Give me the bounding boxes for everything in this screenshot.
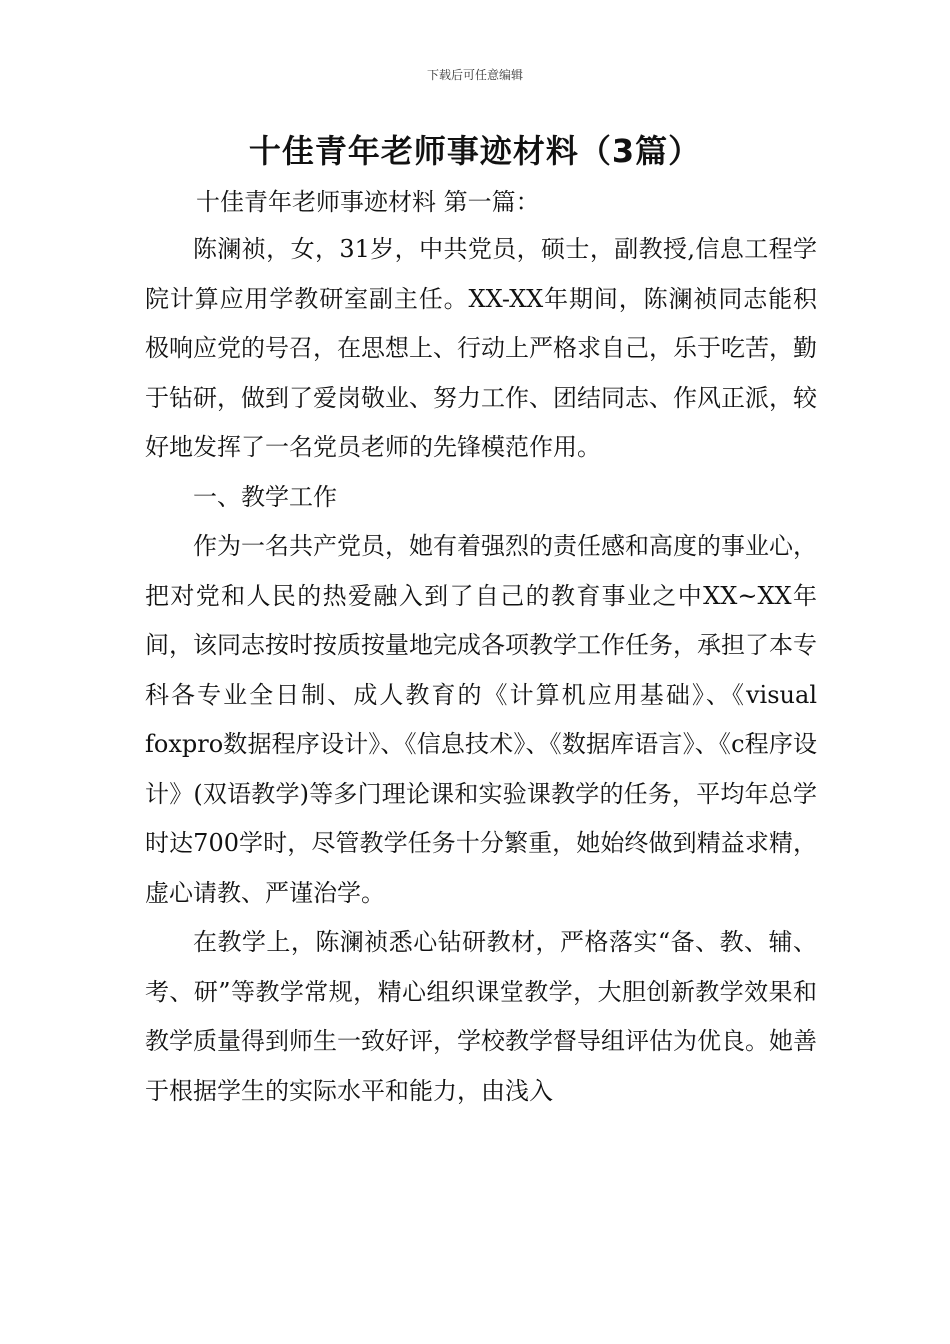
section-heading-teaching: 一、教学工作	[193, 482, 337, 511]
document-title: 十佳青年老师事迹材料（3篇）	[248, 132, 702, 170]
document-body	[145, 225, 817, 1116]
header-note: 下载后可任意编辑	[426, 68, 523, 82]
section-subtitle: 十佳青年老师事迹材料 第一篇：	[196, 188, 540, 216]
paragraph-teaching-methods: 在教学上，陈澜祯悉心钻研教材，严格落实“备、教、辅、考、研”等教学常规，精心组织课堂教学，大胆创新教学效果和教学质量得到师生一致好评，学校教学督导组评估为优良。她善于根据学生的实际水平和能力，由浅入	[145, 928, 817, 1105]
paragraph-teaching-duties: 作为一名共产党员，她有着强烈的责任感和高度的事业心，把对党和人民的热爱融入到了自己的教育事业之中XX~XX年间，该同志按时按质按量地完成各项教学工作任务，承担了本专科各专业全日制、成人教育的《计算机应用基础》、《visual foxpro数据程序设计》、《信息技术》、《数据库语言》、《c程序设计》(双语教学)等多门理论课和实验课教学的任务，平均年总学时达700学时，尽管教学任务十分繁重，她始终做到精益求精，虚心请教、严谨治学。	[145, 532, 817, 907]
paragraph-intro: 陈澜祯，女，31岁，中共党员，硕士，副教授,信息工程学院计算应用学教研室副主任。XX-XX年期间，陈澜祯同志能积极响应党的号召，在思想上、行动上严格求自己，乐于吃苦，勤于钻研，做到了爱岗敬业、努力工作、团结同志、作风正派，较好地发挥了一名党员老师的先锋模范作用。	[145, 235, 817, 461]
